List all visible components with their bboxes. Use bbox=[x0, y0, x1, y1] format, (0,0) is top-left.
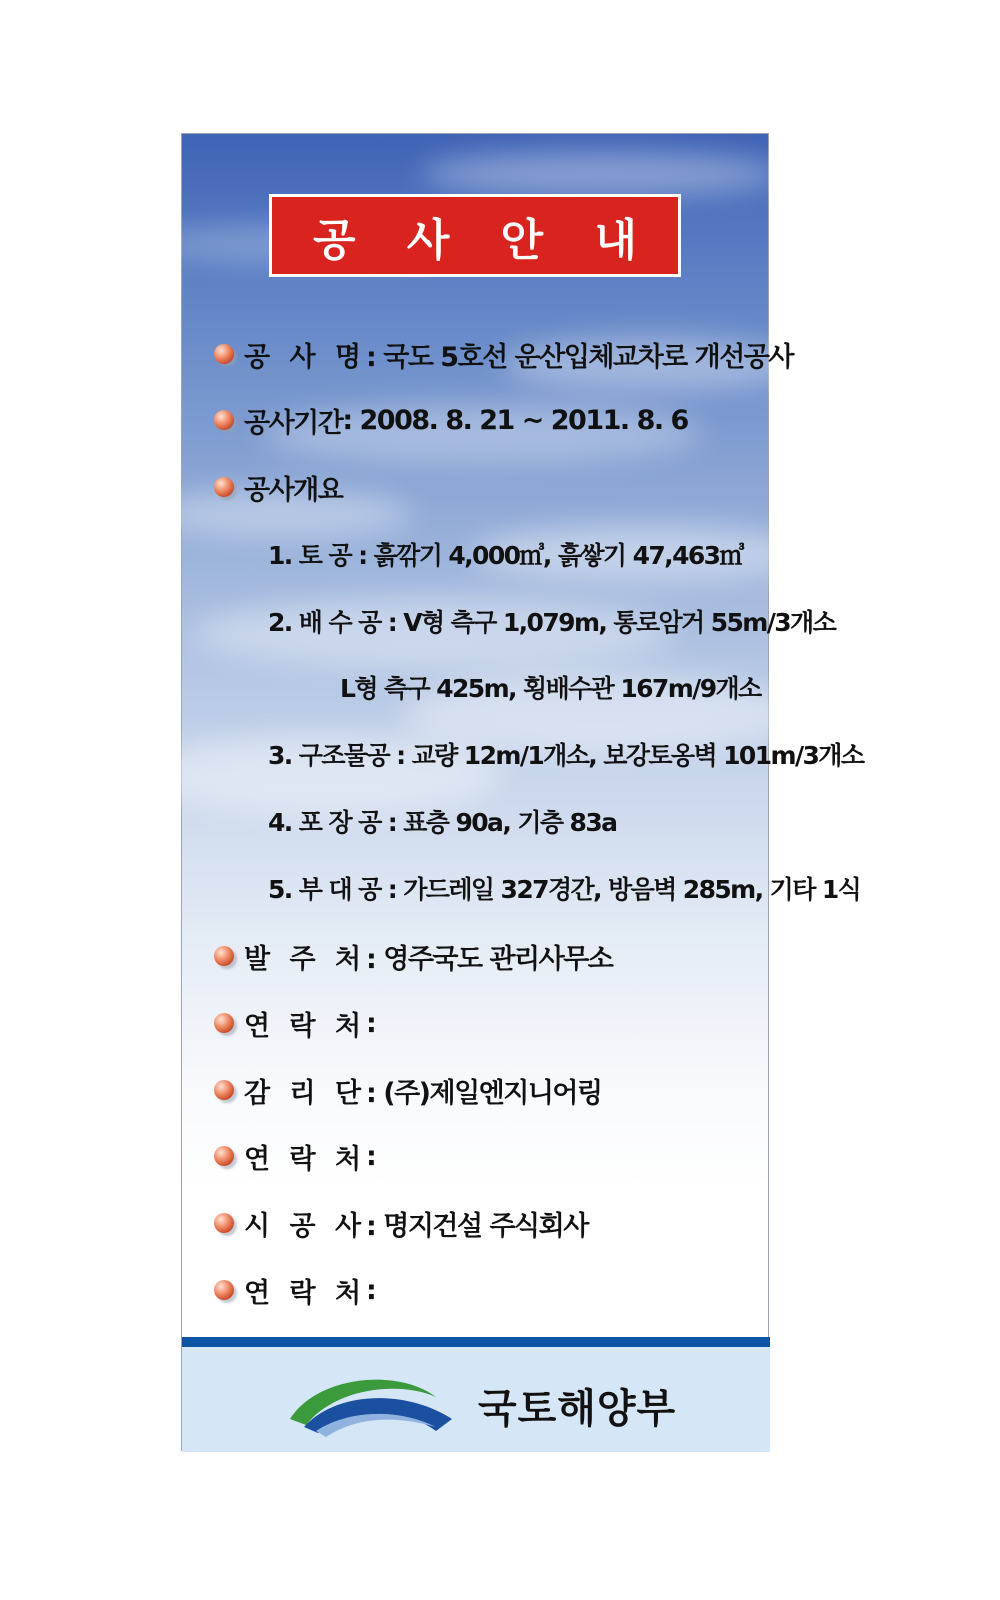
sign-title: 공 사 안 내 bbox=[313, 214, 655, 266]
overview-paving: 4. 포 장 공 : 표층 90a, 기층 83a bbox=[268, 808, 617, 837]
item-label: 감 리 단 bbox=[244, 1077, 367, 1109]
item-value: : 영주국도 관리사무소 bbox=[366, 943, 613, 975]
item-label: 연 락 처 bbox=[244, 1010, 367, 1042]
bullet-icon bbox=[214, 1213, 234, 1233]
item-label: 공 사 명 bbox=[244, 341, 367, 373]
footer-band bbox=[182, 1347, 770, 1452]
item-label: 연 락 처 bbox=[244, 1143, 367, 1175]
bullet-icon bbox=[214, 477, 234, 497]
item-client-contact bbox=[214, 1003, 375, 1043]
item-label: 발 주 처 bbox=[244, 943, 367, 975]
bullet-icon bbox=[214, 344, 234, 364]
bullet-icon bbox=[214, 946, 234, 966]
bullet-icon bbox=[214, 410, 234, 430]
item-value: : 2008. 8. 21 ~ 2011. 8. 6 bbox=[342, 404, 688, 436]
bullet-icon bbox=[214, 1280, 234, 1300]
item-contractor-contact bbox=[214, 1270, 375, 1310]
item-value: : bbox=[366, 1274, 376, 1306]
item-value: : 명지건설 주식회사 bbox=[366, 1210, 588, 1242]
title-banner bbox=[269, 194, 681, 277]
item-project-name bbox=[214, 334, 793, 374]
overview-drainage-continued: L형 측구 425m, 횡배수관 167m/9개소 bbox=[340, 674, 761, 703]
item-value: : bbox=[366, 1007, 376, 1039]
bullet-icon bbox=[214, 1146, 234, 1166]
item-value: : bbox=[366, 1140, 376, 1172]
ministry-logo-icon bbox=[286, 1367, 458, 1439]
item-construction-period bbox=[214, 400, 688, 440]
item-supervisor bbox=[214, 1070, 602, 1110]
item-value: : 국도 5호선 운산입체교차로 개선공사 bbox=[366, 341, 793, 373]
overview-drainage: 2. 배 수 공 : V형 측구 1,079m, 통로암거 55m/3개소 bbox=[268, 608, 836, 637]
item-label: 공사개요 bbox=[244, 474, 343, 506]
item-contractor bbox=[214, 1203, 588, 1243]
item-value: : (주)제일엔지니어링 bbox=[366, 1077, 602, 1109]
construction-notice-sign bbox=[181, 133, 864, 1451]
overview-ancillary: 5. 부 대 공 : 가드레일 327경간, 방음벽 285m, 기타 1식 bbox=[268, 875, 861, 904]
item-label: 연 락 처 bbox=[244, 1277, 367, 1309]
item-overview-heading bbox=[214, 467, 342, 507]
item-client bbox=[214, 936, 612, 976]
footer-divider bbox=[182, 1337, 770, 1347]
overview-earthwork: 1. 토 공 : 흙깎기 4,000㎥, 흙쌓기 47,463㎥ bbox=[268, 541, 743, 570]
item-supervisor-contact bbox=[214, 1136, 375, 1176]
item-label: 공사기간 bbox=[244, 407, 343, 439]
bullet-icon bbox=[214, 1080, 234, 1100]
bullet-icon bbox=[214, 1013, 234, 1033]
item-label: 시 공 사 bbox=[244, 1210, 367, 1242]
overview-structures: 3. 구조물공 : 교량 12m/1개소, 보강토옹벽 101m/3개소 bbox=[268, 741, 864, 770]
ministry-name: 국토해양부 bbox=[478, 1386, 677, 1432]
